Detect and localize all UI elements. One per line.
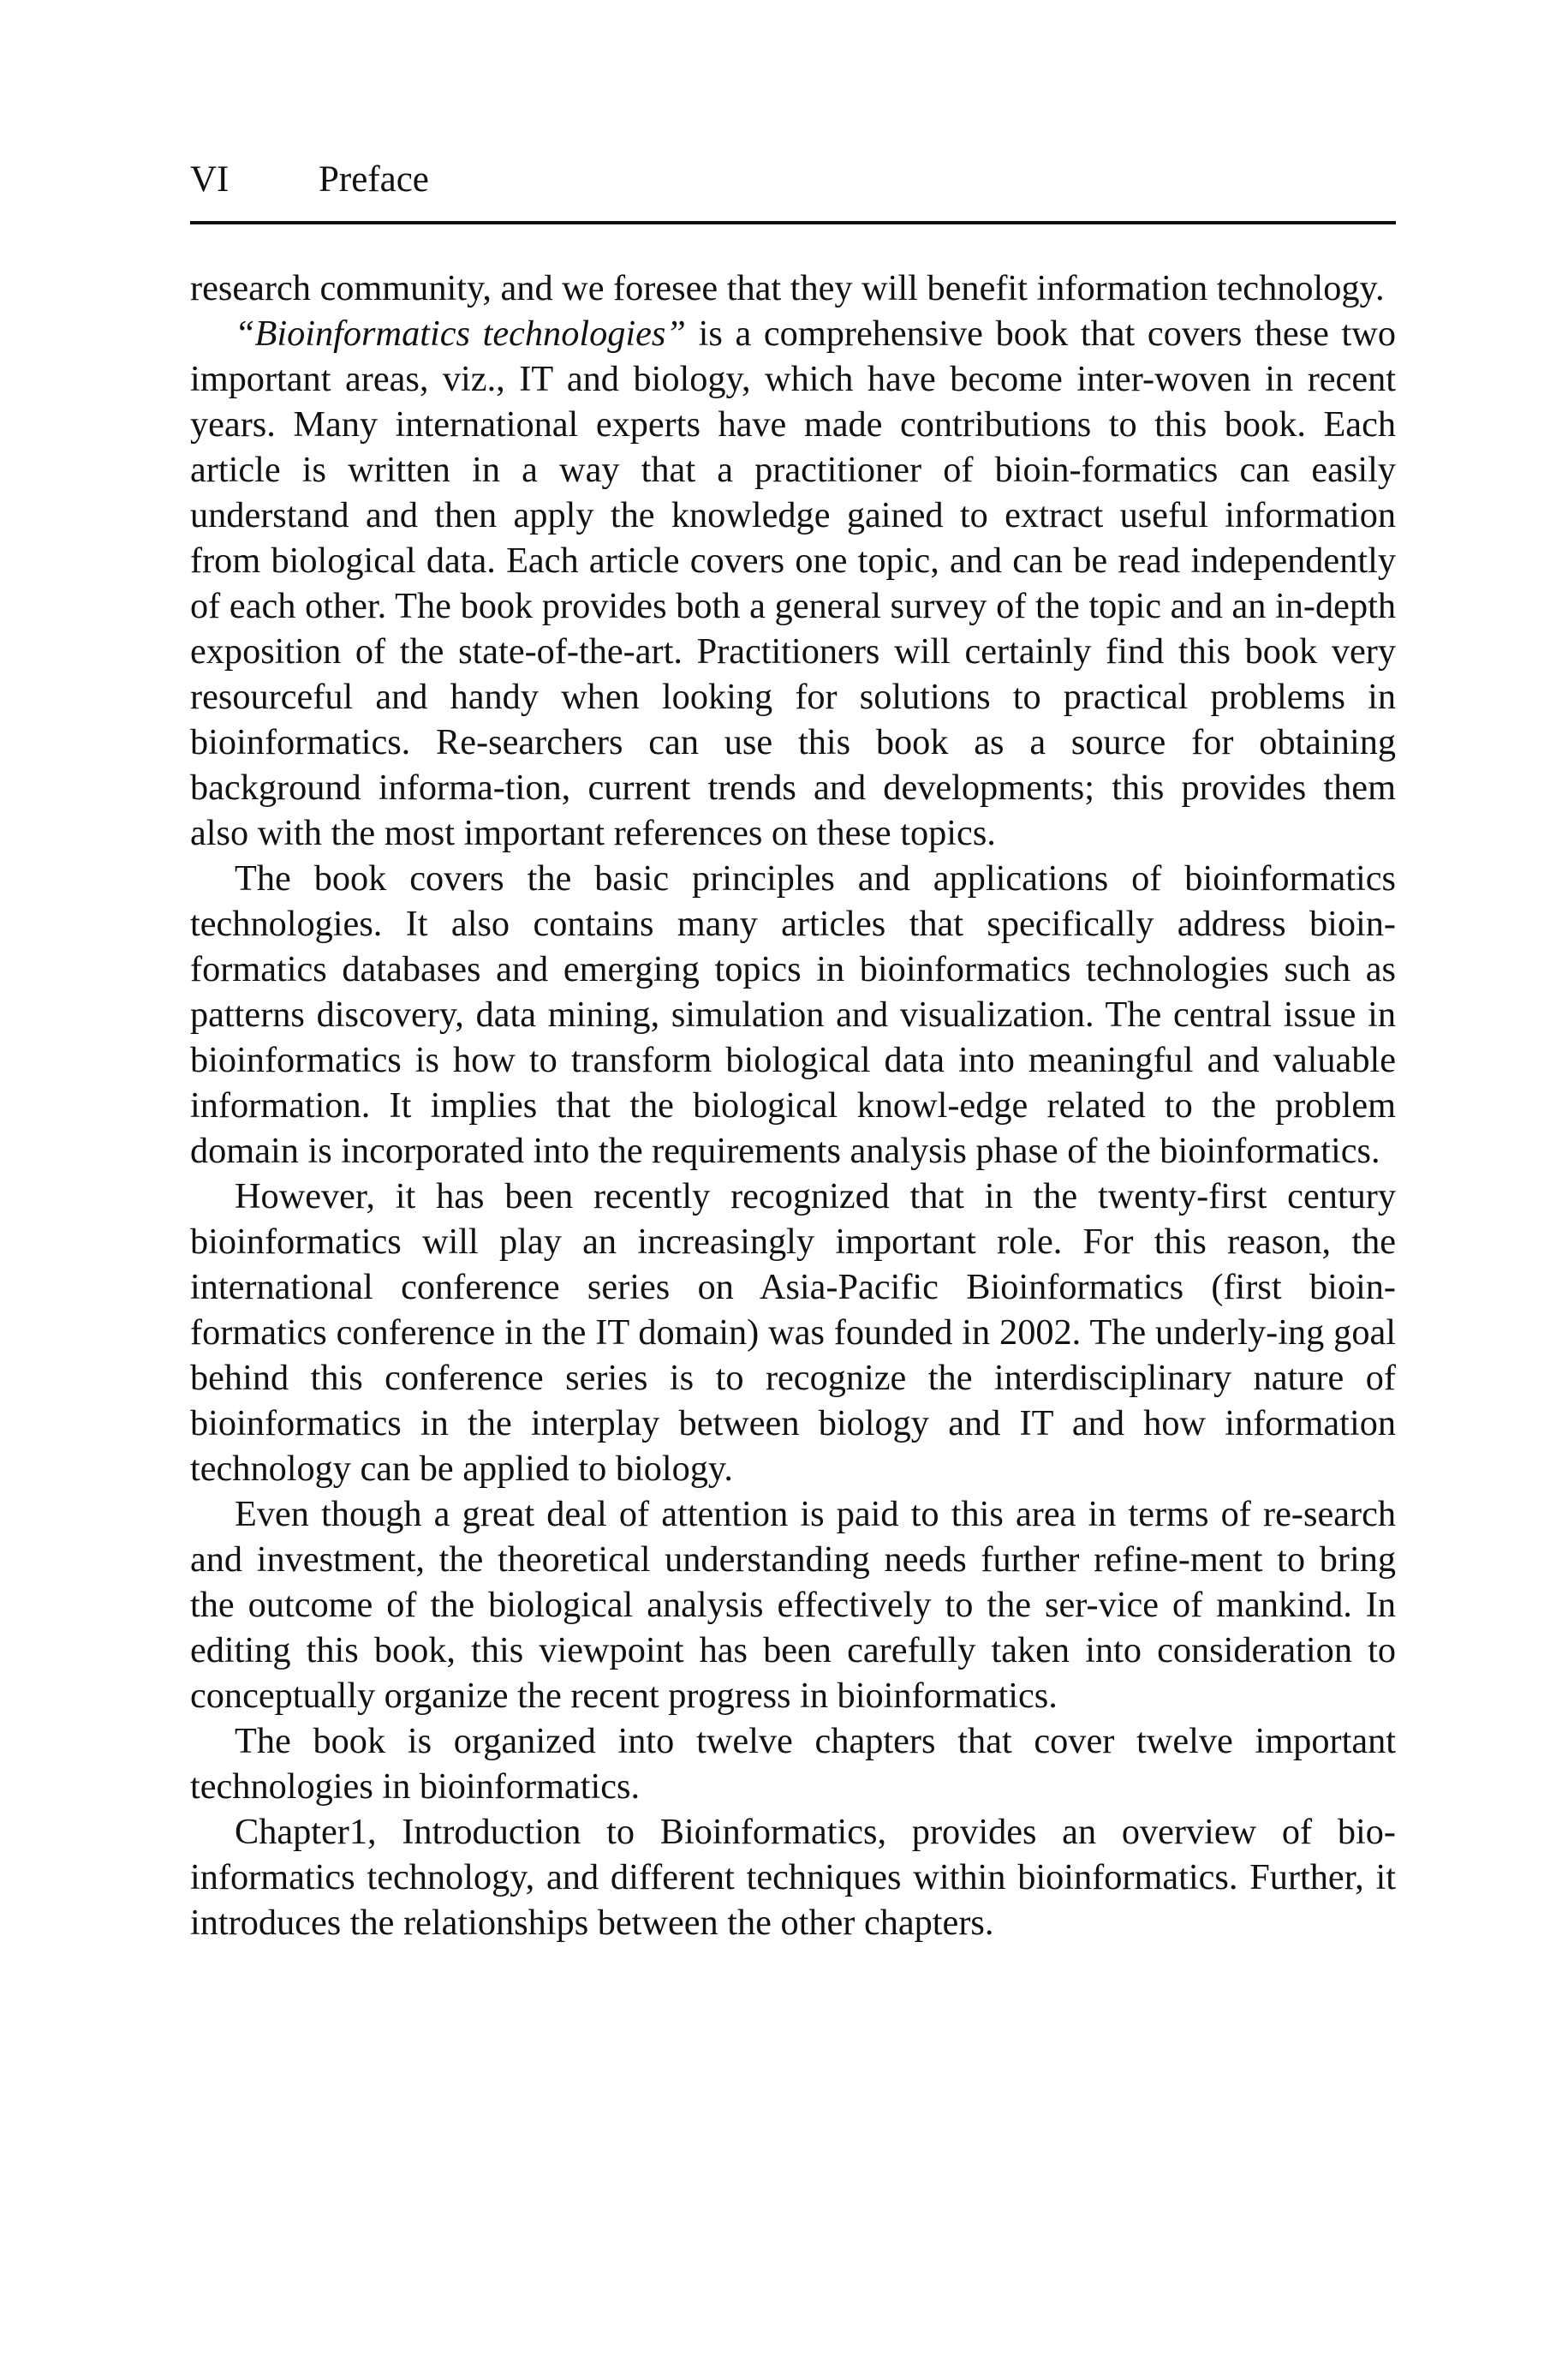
book-title-italic: “Bioinformatics technologies”	[235, 314, 686, 354]
header-rule	[190, 221, 1396, 224]
section-title: Preface	[319, 159, 429, 200]
paragraph-6-text: The book is organized into twelve chapters that cover twelve important technologies in bioinformatics.	[190, 1721, 1396, 1807]
paragraph-2-text: is a comprehensive book that covers these two important areas, viz., IT and biology, which have become inter-woven in recent years. Many international experts have made contributions to this book. Each article is written in a way that a practitioner of bioin-formatics can easily understand and then apply the knowledge gained to extract useful information from biological data. Each article covers one topic, and can be read independently of each other. The book provides both a general survey of the topic and an in-depth exposition of the state-of-the-art. Practitioners will certainly find this book very resourceful and handy when looking for solutions to practical problems in bioinformatics. Re-searchers can use this book as a source for obtaining background informa-tion, current trends and developments; this provides them also with the most important references on these topics.	[190, 314, 1397, 853]
paragraph-5-text: Even though a great deal of attention is paid to this area in terms of re-search and investment, the theoretical understanding needs further refine-ment to bring the outcome of the biological analysis effectively to the ser-vice of mankind. In editing this book, this viewpoint has been carefully taken into consideration to conceptually organize the recent progress in bioinformatics.	[190, 1494, 1396, 1716]
paragraph-4	[190, 1174, 1396, 1491]
body-text	[190, 266, 1396, 1945]
paragraph-3-text: The book covers the basic principles and applications of bioinformatics technologies. It also contains many articles that specifically address bioin-formatics databases and emerging topics in bioinformatics technologies such as patterns discovery, data mining, simulation and visualization. The central issue in bioinformatics is how to transform biological data into meaningful and valuable information. It implies that the biological knowl-edge related to the problem domain is incorporated into the requirements analysis phase of the bioinformatics.	[190, 858, 1396, 1171]
paragraph-6	[190, 1718, 1396, 1809]
paragraph-3	[190, 856, 1396, 1174]
paragraph-5	[190, 1491, 1396, 1718]
paragraph-7	[190, 1809, 1396, 1945]
paragraph-1	[190, 266, 1396, 311]
paragraph-1-text: research community, and we foresee that they will benefit information technology.	[190, 268, 1385, 308]
running-head	[190, 154, 1396, 206]
paragraph-7-text: Chapter1, Introduction to Bioinformatics, provides an overview of bio-informatics technology, and different techniques within bioinformatics. Further, it introduces the relationships between the other chapters.	[190, 1812, 1396, 1943]
paragraph-2	[190, 311, 1396, 856]
paragraph-4-text: However, it has been recently recognized that in the twenty-first century bioinformatics will play an increasingly important role. For this reason, the international conference series on Asia-Pacific Bioinformatics (first bioin-formatics conference in the IT domain) was founded in 2002. The underly-ing goal behind this conference series is to recognize the interdisciplinary nature of bioinformatics in the interplay between biology and IT and how information technology can be applied to biology.	[190, 1176, 1396, 1489]
page-number: VI	[190, 159, 230, 200]
